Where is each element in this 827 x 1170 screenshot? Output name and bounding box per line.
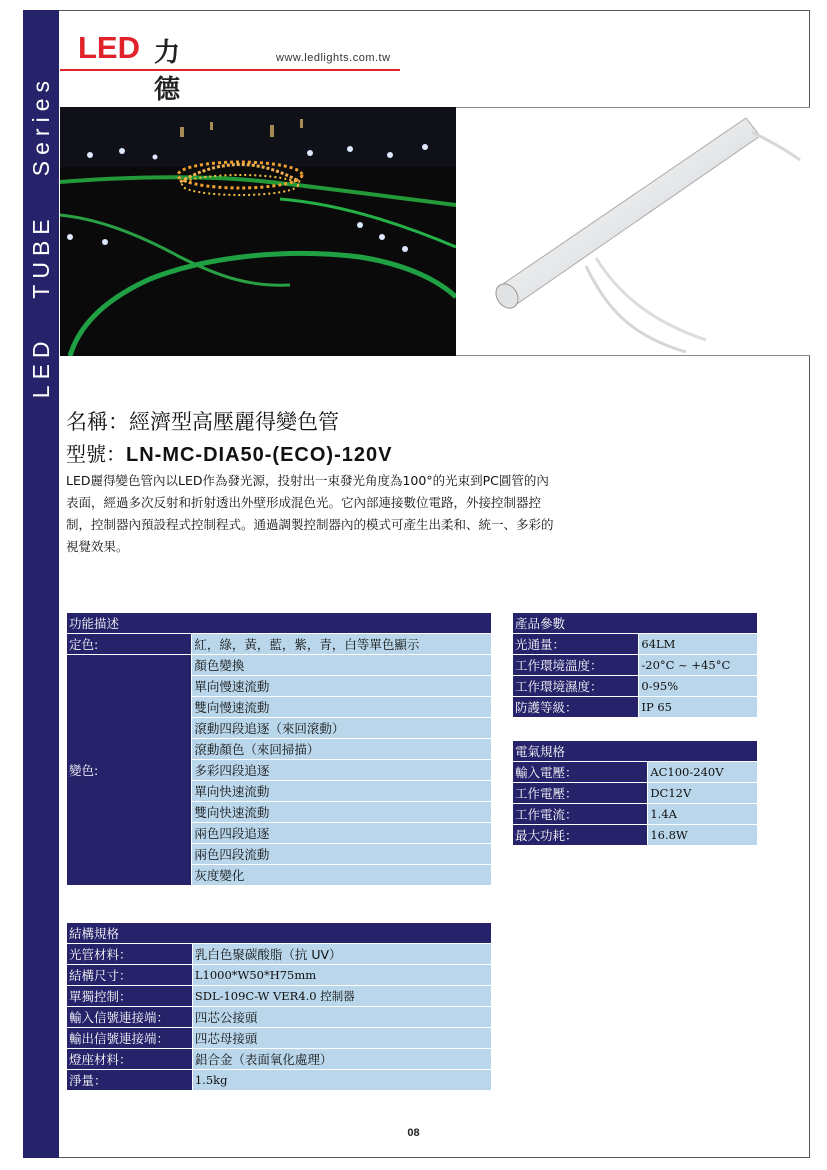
brand-underline (60, 69, 400, 71)
electrical-header: 電氣規格 (513, 741, 758, 762)
change-mode: 兩色四段追逐 (192, 823, 492, 844)
fixed-color-label: 定色: (67, 634, 192, 655)
structure-value: 四芯母接頭 (192, 1028, 491, 1049)
structure-value: L1000*W50*H75mm (192, 965, 491, 986)
change-mode: 多彩四段追逐 (192, 760, 492, 781)
change-mode: 灰度變化 (192, 865, 492, 886)
electrical-label: 工作電流： (513, 804, 648, 825)
change-mode: 單向快速流動 (192, 781, 492, 802)
structure-table (66, 922, 492, 1091)
change-mode: 雙向慢速流動 (192, 697, 492, 718)
electrical-table (512, 740, 758, 846)
structure-value: 乳白色聚碳酸脂（抗 UV） (192, 944, 491, 965)
color-change-label: 變色: (67, 655, 192, 886)
night-scene-illustration (60, 107, 456, 356)
brand-led: LED (78, 30, 140, 65)
structure-label: 輸出信號連接端： (67, 1028, 193, 1049)
brand-url: www.ledlights.com.tw (276, 52, 391, 64)
change-mode: 顏色變換 (192, 655, 492, 676)
change-mode: 兩色四段流動 (192, 844, 492, 865)
param-label: 防護等級： (513, 697, 639, 718)
night-scene-photo (60, 107, 456, 356)
electrical-value: 1.4A (648, 804, 758, 825)
function-table-header: 功能描述 (67, 613, 492, 634)
structure-label: 淨量： (67, 1070, 193, 1091)
model-number: LN-MC-DIA50-(ECO)-120V (126, 444, 393, 466)
electrical-value: DC12V (648, 783, 758, 804)
param-value: IP 65 (639, 697, 758, 718)
structure-header: 結構規格 (67, 923, 492, 944)
structure-value: 四芯公接頭 (192, 1007, 491, 1028)
model-label: 型號： (66, 442, 126, 466)
param-label: 工作環境濕度： (513, 676, 639, 697)
page-number: 08 (407, 1127, 420, 1139)
fixed-color-value: 紅，綠，黃，藍，紫，青，白等單色顯示 (192, 634, 492, 655)
param-label: 光通量： (513, 634, 639, 655)
param-value: -20°C ~ +45°C (639, 655, 758, 676)
brand-chinese-name: 力德 (154, 38, 181, 105)
electrical-label: 輸入電壓： (513, 762, 648, 783)
product-params-table (512, 612, 758, 718)
product-model-line (66, 438, 392, 467)
electrical-value: 16.8W (648, 825, 758, 846)
structure-label: 結構尺寸： (67, 965, 193, 986)
structure-label: 單獨控制： (67, 986, 193, 1007)
change-mode: 滾動顏色（來回掃描） (192, 739, 492, 760)
structure-label: 燈座材料： (67, 1049, 193, 1070)
product-description: LED麗得變色管內以LED作為發光源，投射出一束發光角度為100°的光束到PC圓管的內表面，經過多次反射和折射透出外壁形成混色光。它內部連接數位電路，外接控制器控制，控制器內預設程式控制程式。通過調製控制器內的模式可產生出柔和、統一、多彩的視覺效果。 (66, 473, 554, 554)
series-label (23, 10, 59, 400)
product-name: 名稱：經濟型高壓麗得變色管 (66, 410, 339, 434)
electrical-value: AC100-240V (648, 762, 758, 783)
change-mode: 雙向快速流動 (192, 802, 492, 823)
structure-value: 1.5kg (192, 1070, 491, 1091)
structure-value: 鋁合金（表面氧化處理） (192, 1049, 491, 1070)
electrical-label: 最大功耗： (513, 825, 648, 846)
electrical-label: 工作電壓： (513, 783, 648, 804)
change-mode: 滾動四段追逐（來回滾動） (192, 718, 492, 739)
structure-label: 光管材料： (67, 944, 193, 965)
structure-label: 輸入信號連接端： (67, 1007, 193, 1028)
led-tube-photo (456, 107, 810, 356)
series-text: LED TUBE Series (27, 74, 54, 398)
param-value: 64LM (639, 634, 758, 655)
product-params-header: 產品參數 (513, 613, 758, 634)
change-mode: 單向慢速流動 (192, 676, 492, 697)
led-tube-illustration (456, 108, 810, 355)
function-table (66, 612, 492, 886)
param-value: 0-95% (639, 676, 758, 697)
structure-value: SDL-109C-W VER4.0 控制器 (192, 986, 491, 1007)
param-label: 工作環境溫度： (513, 655, 639, 676)
